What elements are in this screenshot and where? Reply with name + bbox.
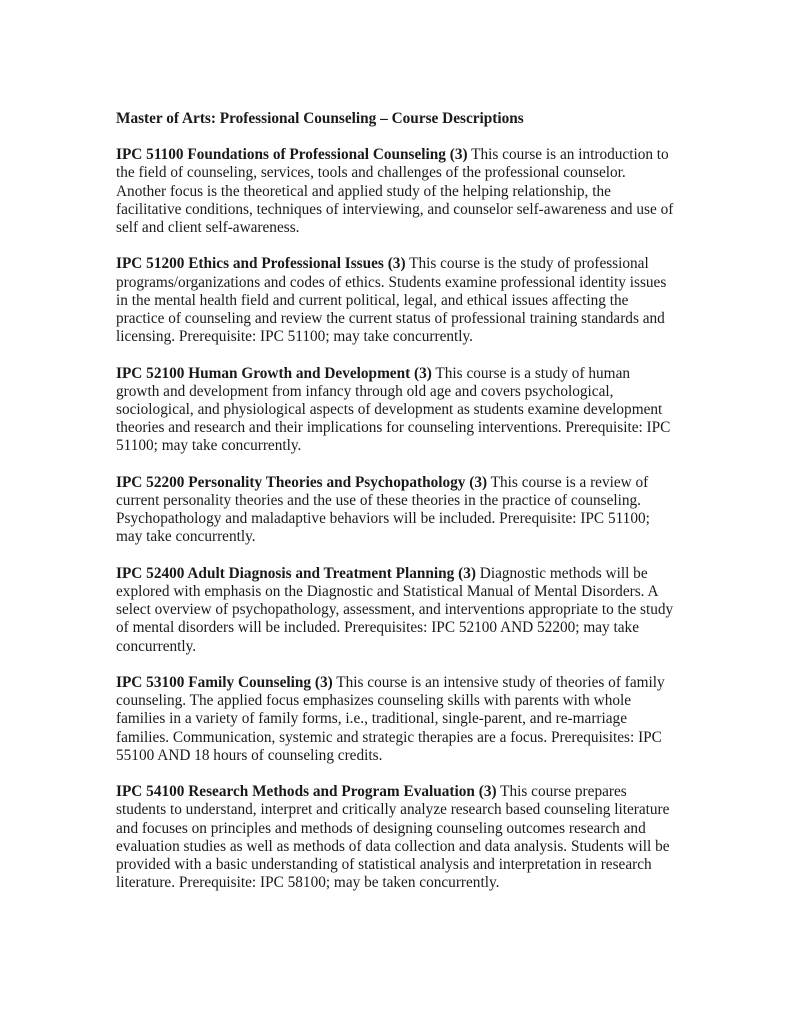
course-description: This course is a study of human growth and development from infancy through old age and covers psychological, sociological, and physiological aspects of development as students examine development theories and research and their implications for counseling interventions. Prerequisite: IPC 51100; may take concurrently. bbox=[116, 364, 671, 455]
course-description: This course is an intensive study of theories of family counseling. The applied focus emphasizes counseling skills with parents with whole families in a variety of family forms, i.e., traditional, single-parent, and re-marriage families. Communication, systemic and strategic therapies are a focus. Prerequisites: IPC 55100 AND 18 hours of counseling credits. bbox=[116, 674, 665, 764]
course-heading: IPC 54100 Research Methods and Program Evaluation (3) bbox=[116, 783, 497, 801]
course-heading: IPC 52100 Human Growth and Development (3) bbox=[116, 364, 432, 382]
course-description: Diagnostic methods will be explored with emphasis on the Diagnostic and Statistical Manual of Mental Disorders. A select overview of psychopathology, assessment, and interventions appropriate to the study of mental disorders will be included. Prerequisites: IPC 52100 AND 52200; may take concurrently. bbox=[116, 564, 674, 655]
course-entry bbox=[116, 565, 676, 656]
course-heading: IPC 51100 Foundations of Professional Counseling (3) bbox=[116, 146, 468, 164]
course-entry bbox=[116, 255, 676, 346]
course-entry bbox=[116, 365, 676, 456]
course-heading: IPC 52400 Adult Diagnosis and Treatment Planning (3) bbox=[116, 564, 476, 582]
document-page bbox=[116, 110, 676, 911]
course-entry bbox=[116, 783, 676, 892]
course-heading: IPC 51200 Ethics and Professional Issues (3) bbox=[116, 255, 406, 273]
course-entry bbox=[116, 146, 676, 237]
course-description: This course prepares students to understand, interpret and critically analyze research based counseling literature and focuses on principles and methods of designing counseling outcomes research and evaluation studies as well as methods of data collection and data analysis. Students will be provided with a basic understanding of statistical analysis and interpretation in research literature. Prerequisite: IPC 58100; may be taken concurrently. bbox=[116, 783, 670, 892]
course-heading: IPC 53100 Family Counseling (3) bbox=[116, 674, 333, 692]
course-description: This course is the study of professional programs/organizations and codes of ethics. Students examine professional identity issues in the mental health field and current political, legal, and ethical issues affecting the practice of counseling and review the current status of professional training standards and licensing. Prerequisite: IPC 51100; may take concurrently. bbox=[116, 255, 667, 346]
course-description: This course is an introduction to the field of counseling, services, tools and challenges of the professional counselor. Another focus is the theoretical and applied study of the helping relationship, the facilitative conditions, techniques of interviewing, and counselor self-awareness and use of self and client self-awareness. bbox=[116, 146, 674, 237]
course-description: This course is a review of current personality theories and the use of these theories in the practice of counseling. Psychopathology and maladaptive behaviors will be included. Prerequisite: IPC 51100; may take concurrently. bbox=[116, 473, 650, 546]
document-title: Master of Arts: Professional Counseling – Course Descriptions bbox=[116, 110, 524, 127]
course-entry bbox=[116, 674, 676, 765]
course-entry bbox=[116, 474, 676, 547]
course-heading: IPC 52200 Personality Theories and Psychopathology (3) bbox=[116, 473, 488, 491]
